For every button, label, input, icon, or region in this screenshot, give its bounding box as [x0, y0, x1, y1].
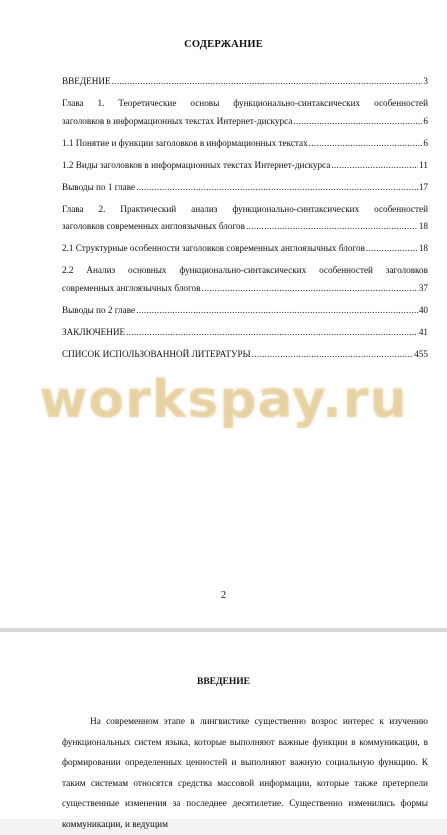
toc-page-number: 41: [418, 326, 428, 337]
toc-entry-label: заголовков современных англоязычных блогов: [62, 221, 245, 231]
toc-page-number: 18: [418, 243, 428, 253]
toc-title: СОДЕРЖАНИЕ: [184, 39, 263, 50]
toc-entry-label: 1.1 Понятие и функции заголовков в информационных текстах: [62, 137, 308, 148]
toc-page-number: 17: [418, 181, 428, 192]
toc-entry: [62, 95, 428, 130]
toc-page-number: 37: [418, 282, 428, 293]
toc-entry: [62, 179, 428, 197]
toc-leader-dots: [252, 346, 414, 364]
toc-leader-dots: [331, 157, 418, 175]
toc-leader-dots: [366, 240, 418, 258]
toc-entry-label-line1: Глава 1. Теоретические основы функционально-синтаксических особенностей: [62, 98, 428, 108]
toc-entry-label: ЗАКЛЮЧЕНИЕ: [62, 326, 126, 337]
toc-page-number: 6: [423, 115, 428, 126]
toc-entry-label-line1: 2.2 Анализ основных функционально-синтаксических особенностей заголовков: [62, 265, 428, 275]
toc-entry-label: 2.1 Структурные особенности заголовков современных англоязычных блогов: [62, 243, 365, 253]
toc-page-number: 40: [418, 304, 428, 315]
toc-page-number: 18: [418, 221, 428, 231]
toc-entry: [62, 157, 428, 175]
page-number: 2: [220, 590, 227, 601]
toc-entry-label: заголовков в информационных текстах Интернет-дискурса: [62, 115, 293, 126]
toc-leader-dots: [126, 324, 418, 342]
toc-page-number: 11: [419, 159, 428, 170]
toc-entry: [62, 346, 428, 364]
watermark: workspay.ru: [39, 370, 408, 430]
document-page-2: [0, 632, 447, 830]
toc-entry: [62, 240, 428, 258]
toc-leader-dots: [309, 135, 423, 153]
toc-leader-dots: [136, 302, 418, 320]
toc-entry: [62, 201, 428, 236]
toc-entry: [62, 302, 428, 320]
toc-entry-label: Выводы по 2 главе: [62, 304, 136, 315]
toc-page-number: 3: [423, 76, 428, 86]
toc-entry: [62, 73, 428, 91]
section-title: ВВЕДЕНИЕ: [197, 677, 250, 687]
toc-entry-label: современных англоязычных блогов: [62, 282, 201, 293]
toc-entry: [62, 324, 428, 342]
toc-leader-dots: [112, 73, 423, 91]
toc-page-number: 455: [414, 348, 428, 359]
table-of-contents: [62, 73, 428, 368]
toc-entry-label: ВВЕДЕНИЕ: [62, 76, 111, 86]
toc-entry-label: Выводы по 1 главе: [62, 181, 136, 192]
toc-leader-dots: [202, 280, 418, 298]
toc-leader-dots: [136, 179, 418, 197]
toc-entry-label: 1.2 Виды заголовков в информационных текстах Интернет-дискурса: [62, 159, 331, 170]
toc-leader-dots: [293, 113, 422, 131]
toc-entry: [62, 262, 428, 297]
toc-entry: [62, 135, 428, 153]
toc-page-number: 6: [423, 137, 428, 148]
toc-leader-dots: [246, 218, 418, 236]
toc-entry-label-line1: Глава 2. Практический анализ функционально-синтаксических особенностей: [62, 203, 428, 214]
body-paragraph: На современном этапе в лингвистике существенно возрос интерес к изучению функциональных систем языка, которые выполняют важные функции в коммуникации, в формировании определенных ценностей и выполняют важную социальную функцию. К таким системам относятся средства массовой информации, которые также претерпели существенные изменения за последнее десятилетие. Существенно изменились формы коммуникации, и ведущим: [62, 717, 428, 830]
toc-entry-label: СПИСОК ИСПОЛЬЗОВАННОЙ ЛИТЕРАТУРЫ: [62, 348, 251, 359]
